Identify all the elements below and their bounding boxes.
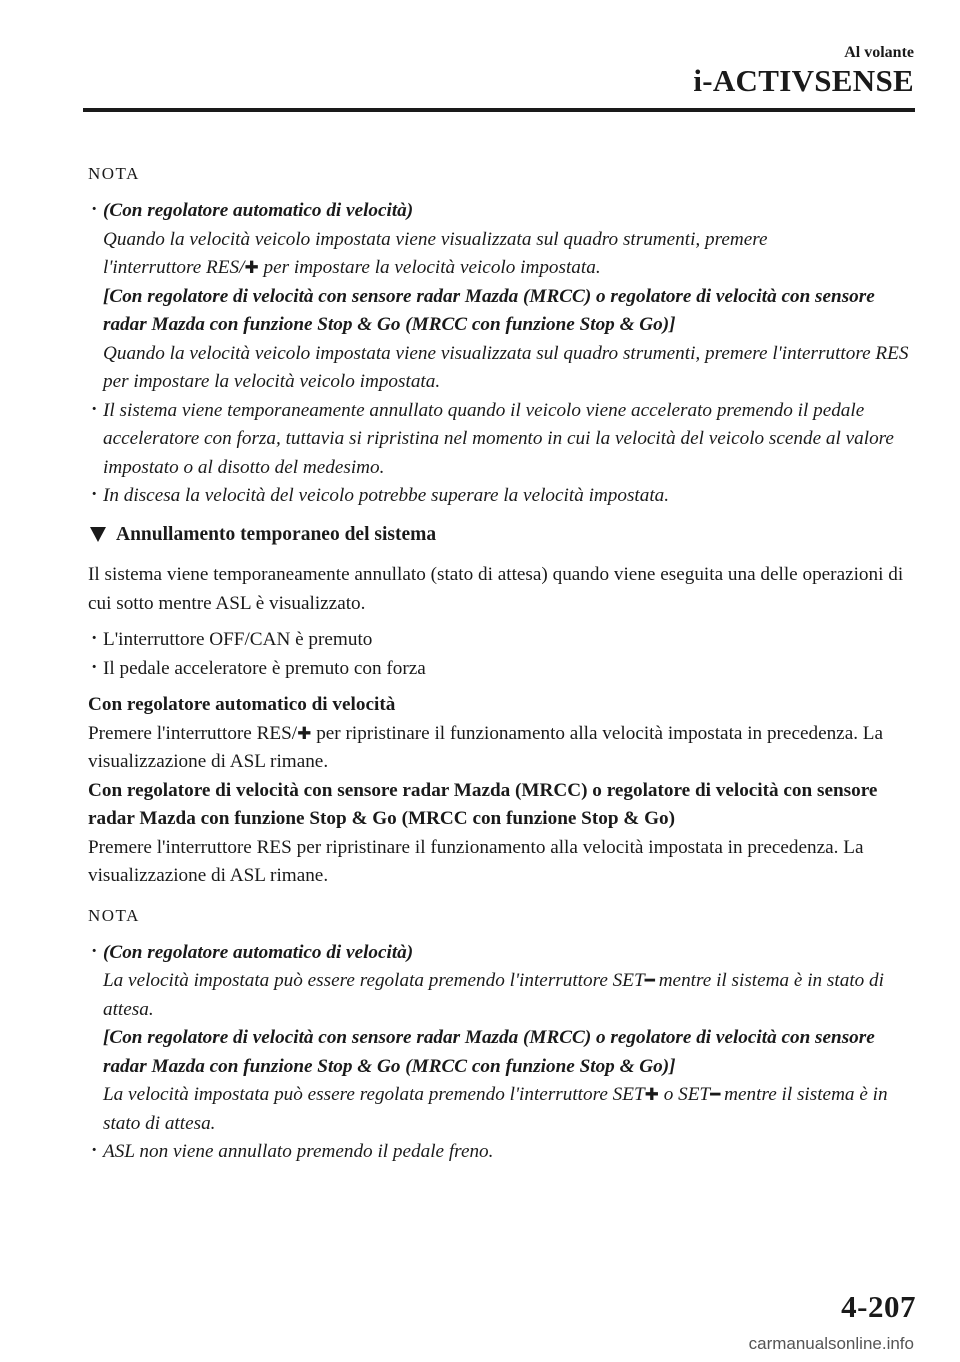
note-list-2 bbox=[88, 939, 918, 1167]
note-text: mentre il sistema è in stato di attesa. bbox=[103, 1084, 888, 1134]
note-item: · ASL non viene annullato premendo il pedale freno. bbox=[103, 1138, 918, 1167]
note-item: · In discesa la velocità del veicolo potrebbe superare la velocità impostata. bbox=[103, 482, 918, 511]
mrcc-text: Premere l'interruttore RES per ripristinare il funzionamento alla velocità impostata in precedenza. La visualizzazione di ASL rimane. bbox=[88, 836, 864, 886]
watermark: carmanualsonline.info bbox=[748, 1334, 914, 1353]
mrcc-title: Con regolatore di velocità con sensore radar Mazda (MRCC) o regolatore di velocità con sensore radar Mazda con funzione Stop & Go (MRCC con funzione Stop & Go) bbox=[88, 779, 878, 829]
note-subtext: Quando la velocità veicolo impostata viene visualizzata sul quadro strumenti, premere l'interruttore RES per impostare la velocità veicolo impostata. bbox=[103, 342, 909, 392]
cruise-text bbox=[88, 720, 918, 777]
note-item bbox=[103, 939, 918, 1139]
page-content bbox=[88, 161, 918, 1167]
note-label: NOTA bbox=[88, 164, 140, 183]
triangle-marker-icon bbox=[90, 527, 106, 542]
intro-paragraph: Il sistema viene temporaneamente annullato (stato di attesa) quando viene eseguita una delle operazioni di cui sotto mentre ASL è visualizzato. bbox=[88, 564, 904, 614]
note-item-text bbox=[103, 967, 918, 1024]
note-subtitle: [Con regolatore di velocità con sensore radar Mazda (MRCC) o regolatore di velocità con sensore radar Mazda con funzione Stop & Go (MRCC con funzione Stop & Go)] bbox=[103, 285, 875, 335]
note-label: NOTA bbox=[88, 905, 140, 925]
note-item-text bbox=[103, 226, 918, 283]
note-subtitle: [Con regolatore di velocità con sensore radar Mazda (MRCC) o regolatore di velocità con sensore radar Mazda con funzione Stop & Go (MRCC con funzione Stop & Go)] bbox=[103, 1027, 875, 1077]
list-item: · Il pedale acceleratore è premuto con forza bbox=[103, 655, 918, 684]
cruise-title: Con regolatore automatico di velocità bbox=[88, 694, 396, 715]
note-text: o SET bbox=[658, 1084, 711, 1105]
note-item: · Il sistema viene temporaneamente annullato quando il veicolo viene accelerato premendo il pedale acceleratore con forza, tuttavia si ripristina nel momento in cui la velocità del veicolo scende al valore impostato o al disotto del medesimo. bbox=[103, 397, 918, 483]
section-heading bbox=[88, 521, 918, 550]
cruise-text-b: per ripristinare il funzionamento alla velocità impostata in precedenza. La visualizzazione di ASL rimane. bbox=[88, 722, 884, 772]
plus-icon: ✚ bbox=[297, 723, 312, 744]
note-text: l'interruttore RES/ bbox=[103, 257, 245, 278]
note-text: per impostare la velocità veicolo impostata. bbox=[258, 257, 601, 278]
minus-icon: ━ bbox=[644, 971, 654, 991]
list-item: · L'interruttore OFF/CAN è premuto bbox=[103, 626, 918, 655]
plus-icon: ✚ bbox=[644, 1085, 659, 1105]
plus-icon: ✚ bbox=[244, 258, 259, 278]
page-number: 4-207 bbox=[841, 1289, 916, 1324]
note-text-line: Quando la velocità veicolo impostata viene visualizzata sul quadro strumenti, premere bbox=[103, 228, 768, 250]
note-text: mentre il sistema è in stato di attesa. bbox=[103, 970, 884, 1020]
section-heading-text: Annullamento temporaneo del sistema bbox=[116, 523, 437, 545]
condition-list bbox=[88, 626, 918, 683]
note-text: La velocità impostata può essere regolata premendo l'interruttore SET bbox=[103, 970, 645, 991]
header-rule bbox=[83, 108, 915, 112]
minus-icon: ━ bbox=[710, 1085, 720, 1105]
note-list-1 bbox=[88, 197, 918, 511]
page-header bbox=[693, 44, 914, 98]
note-item-title: · (Con regolatore automatico di velocità) bbox=[103, 200, 414, 221]
section-title: Al volante bbox=[844, 44, 914, 61]
note-text: La velocità impostata può essere regolata premendo l'interruttore SET bbox=[103, 1084, 645, 1105]
note-item bbox=[103, 197, 918, 397]
cruise-text-a: Premere l'interruttore RES/ bbox=[88, 722, 298, 744]
chapter-title: i-ACTIVSENSE bbox=[693, 63, 914, 98]
note-subtext bbox=[103, 1081, 918, 1138]
note-item-title: · (Con regolatore automatico di velocità) bbox=[103, 941, 414, 963]
